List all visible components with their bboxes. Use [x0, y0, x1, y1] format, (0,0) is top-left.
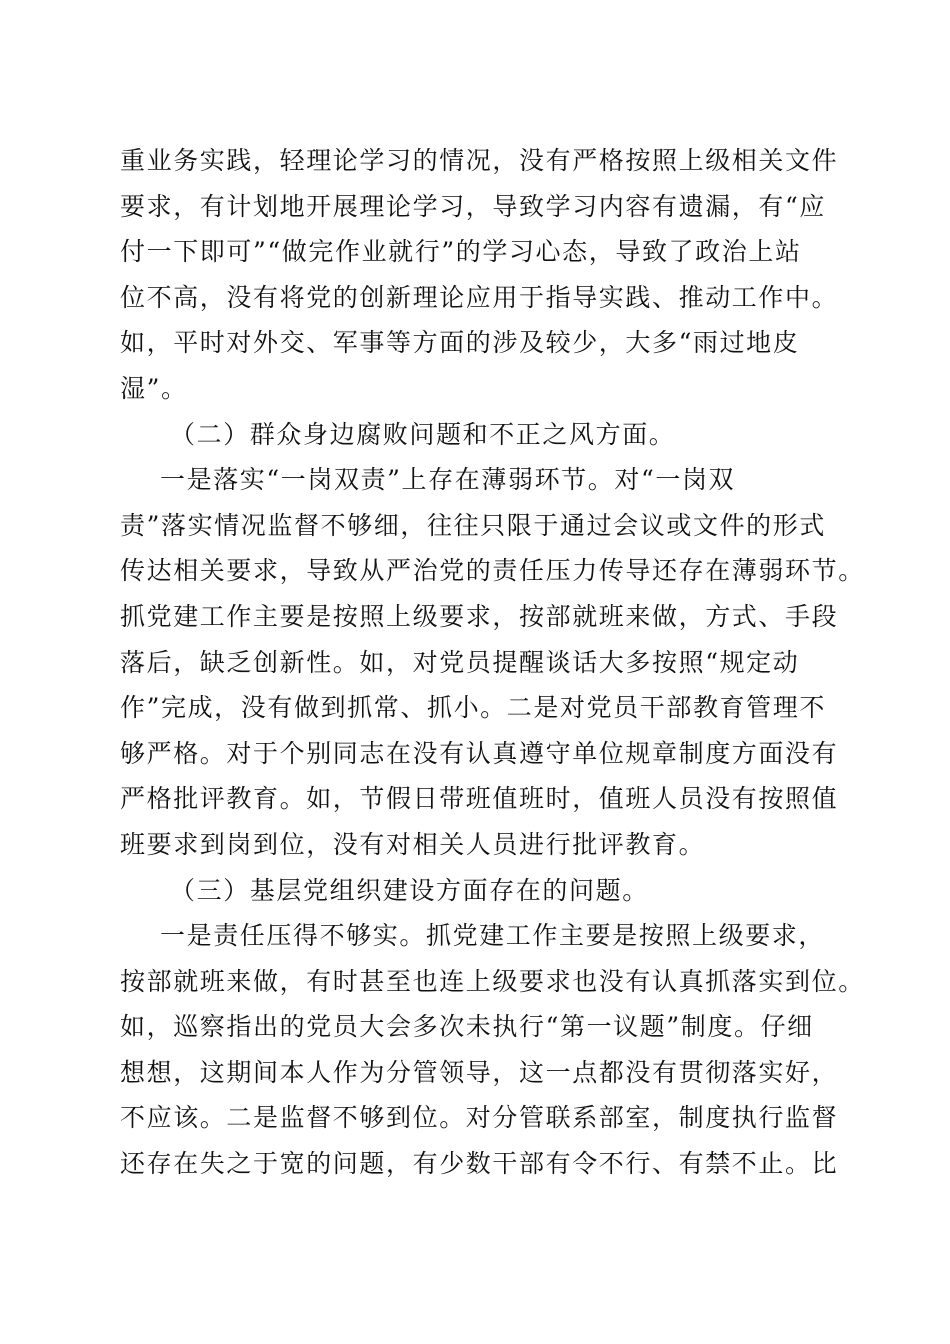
- body-line: 传达相关要求，导致从严治党的责任压力传导还存在薄弱环节。: [120, 556, 865, 586]
- body-line: 严格批评教育。如，节假日带班值班时，值班人员没有按照值: [120, 784, 839, 814]
- body-line: 班要求到岗到位，没有对相关人员进行批评教育。: [120, 829, 706, 859]
- body-line: 抓党建工作主要是按照上级要求，按部就班来做，方式、手段: [120, 601, 839, 631]
- body-line: 要求，有计划地开展理论学习，导致学习内容有遗漏，有“应: [120, 191, 826, 221]
- body-line: 作”完成，没有做到抓常、抓小。二是对党员干部教育管理不: [120, 693, 826, 723]
- body-line: 一是责任压得不够实。抓党建工作主要是按照上级要求，: [160, 921, 826, 951]
- document-body: [120, 138, 865, 1187]
- body-line: 重业务实践，轻理论学习的情况，没有严格按照上级相关文件: [120, 146, 839, 175]
- body-line: 一是落实“一岗双责”上存在薄弱环节。对“一岗双: [160, 465, 736, 495]
- body-line: 够严格。对于个别同志在没有认真遵守单位规章制度方面没有: [120, 738, 839, 768]
- body-line: 按部就班来做，有时甚至也连上级要求也没有认真抓落实到位。: [120, 966, 865, 996]
- section-heading-two: （二）群众身边腐败问题和不正之风方面。: [170, 419, 676, 449]
- body-line: 如，巡察指出的党员大会多次未执行“第一议题”制度。仔细: [120, 1012, 814, 1042]
- body-line: 湿”。: [120, 373, 188, 403]
- body-line: 落后，缺乏创新性。如，对党员提醒谈话大多按照“规定动: [120, 647, 800, 677]
- body-line: 付一下即可”“做完作业就行”的学习心态，导致了政治上站: [120, 237, 802, 267]
- body-line: 还存在失之于宽的问题，有少数干部有令不行、有禁不止。比: [120, 1149, 839, 1179]
- body-line: 不应该。二是监督不够到位。对分管联系部室，制度执行监督: [120, 1103, 839, 1133]
- body-line: 想想，这期间本人作为分管领导，这一点都没有贯彻落实好，: [120, 1057, 839, 1087]
- body-line: 责”落实情况监督不够细，往往只限于通过会议或文件的形式: [120, 510, 826, 540]
- body-line: 如，平时对外交、军事等方面的涉及较少，大多“雨过地皮: [120, 328, 800, 358]
- section-heading-three: （三）基层党组织建设方面存在的问题。: [170, 875, 649, 905]
- body-line: 位不高，没有将党的创新理论应用于指导实践、推动工作中。: [120, 282, 839, 312]
